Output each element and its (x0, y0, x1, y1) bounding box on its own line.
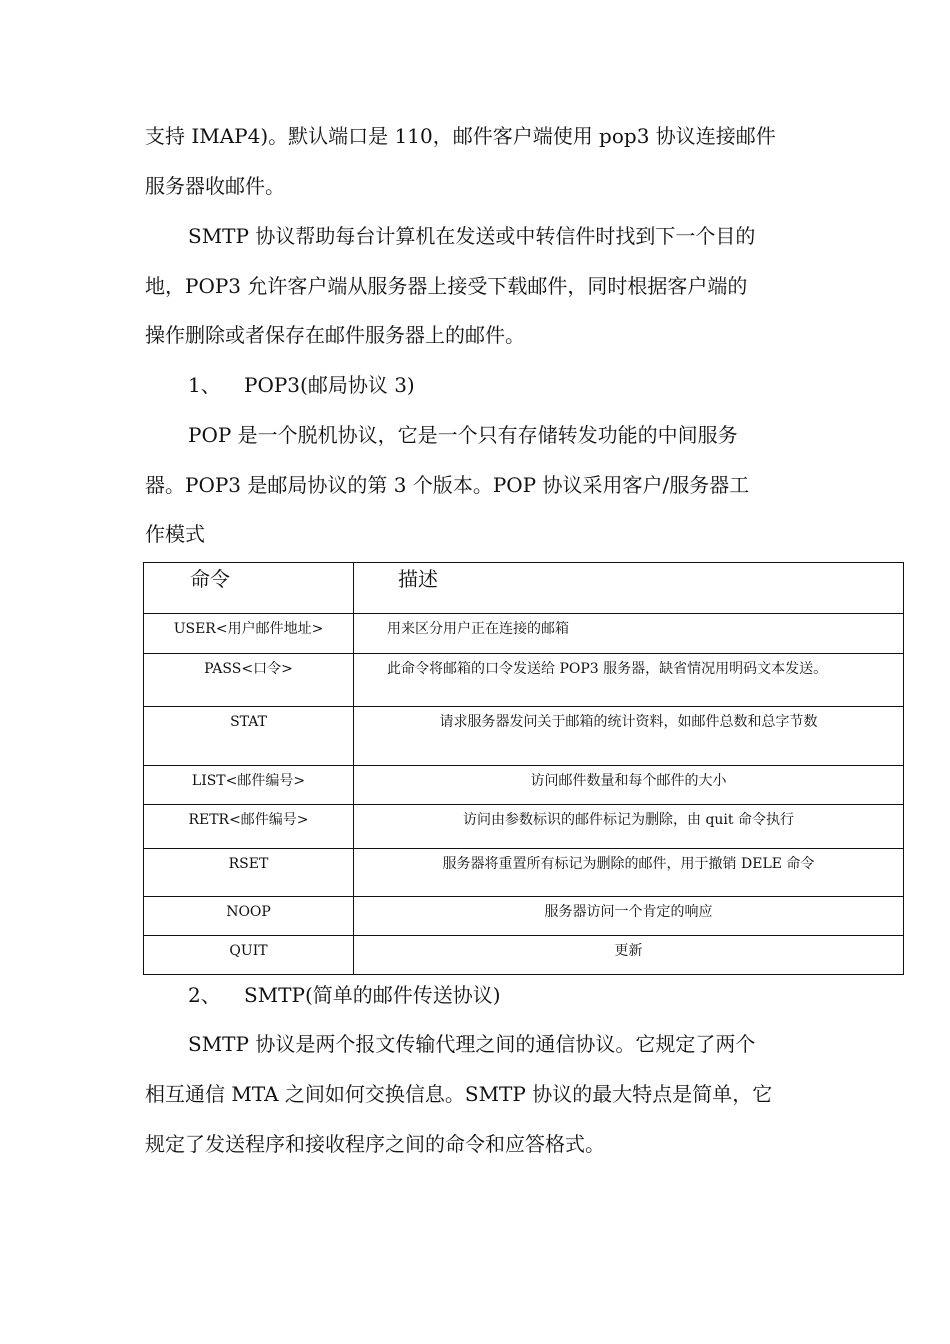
description-cell: 更新 (354, 936, 904, 975)
section-number: 2、 (188, 983, 221, 1007)
command-cell: PASS<口令> (144, 654, 354, 707)
table-row (144, 654, 904, 707)
paragraph-line: 规定了发送程序和接收程序之间的命令和应答格式。 (145, 1132, 605, 1156)
command-cell: LIST<邮件编号> (144, 766, 354, 805)
command-cell: STAT (144, 707, 354, 766)
description-cell: 请求服务器发问关于邮箱的统计资料，如邮件总数和总字节数 (354, 707, 904, 766)
paragraph-line: POP 是一个脱机协议，它是一个只有存储转发功能的中间服务 (188, 423, 738, 447)
description-cell: 访问由参数标识的邮件标记为删除，由 quit 命令执行 (354, 805, 904, 849)
description-cell: 用来区分用户正在连接的邮箱 (354, 614, 904, 654)
pop3-command-table (143, 562, 904, 975)
column-header-command: 命令 (144, 563, 354, 614)
command-cell: RETR<邮件编号> (144, 805, 354, 849)
paragraph-line: 操作删除或者保存在邮件服务器上的邮件。 (145, 323, 525, 347)
paragraph-line: 作模式 (145, 522, 205, 546)
paragraph-line: 器。POP3 是邮局协议的第 3 个版本。POP 协议采用客户/服务器工 (145, 473, 750, 497)
table-row (144, 936, 904, 975)
paragraph-line: SMTP 协议帮助每台计算机在发送或中转信件时找到下一个目的 (188, 224, 756, 248)
command-cell: NOOP (144, 897, 354, 936)
table-header-row (144, 563, 904, 614)
description-cell: 访问邮件数量和每个邮件的大小 (354, 766, 904, 805)
table-row (144, 897, 904, 936)
paragraph-line: 相互通信 MTA 之间如何交换信息。SMTP 协议的最大特点是简单，它 (145, 1082, 773, 1106)
paragraph-line: 服务器收邮件。 (145, 174, 285, 198)
table-row (144, 766, 904, 805)
command-cell: QUIT (144, 936, 354, 975)
table-row (144, 805, 904, 849)
section-heading-pop3 (188, 370, 868, 400)
paragraph-line: 支持 IMAP4)。默认端口是 110，邮件客户端使用 pop3 协议连接邮件 (145, 124, 776, 148)
paragraph-line: SMTP 协议是两个报文传输代理之间的通信协议。它规定了两个 (188, 1032, 756, 1056)
column-header-description: 描述 (354, 563, 904, 614)
description-cell: 此命令将邮箱的口令发送给 POP3 服务器，缺省情况用明码文本发送。 (354, 654, 904, 707)
section-title: SMTP(简单的邮件传送协议) (244, 983, 501, 1007)
table-row (144, 614, 904, 654)
section-heading-smtp (188, 980, 868, 1010)
paragraph-line: 地，POP3 允许客户端从服务器上接受下载邮件，同时根据客户端的 (145, 274, 748, 298)
description-cell: 服务器将重置所有标记为删除的邮件，用于撤销 DELE 命令 (354, 849, 904, 897)
table-row (144, 849, 904, 897)
command-cell: RSET (144, 849, 354, 897)
section-title: POP3(邮局协议 3) (244, 373, 415, 397)
table-row (144, 707, 904, 766)
command-cell: USER<用户邮件地址> (144, 614, 354, 654)
section-number: 1、 (188, 373, 221, 397)
description-cell: 服务器访问一个肯定的响应 (354, 897, 904, 936)
